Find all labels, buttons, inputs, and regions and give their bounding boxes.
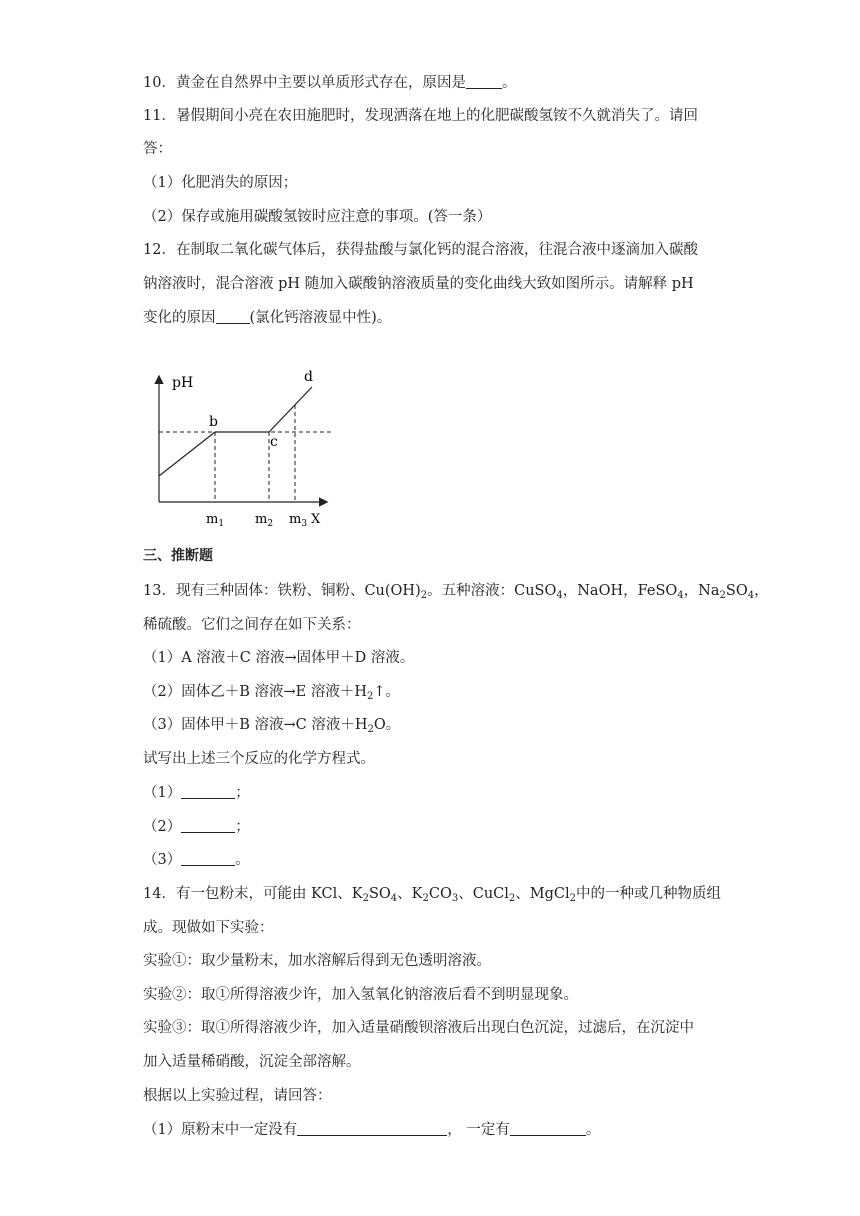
q14-contain-blank[interactable] [510,1121,586,1136]
q13-prompt: 试写出上述三个反应的化学方程式。 [143,751,375,767]
q11-line1: 11．暑假期间小亮在农田施肥时，发现洒落在地上的化肥碳酸氢铵不久就消失了。请回 [143,108,698,124]
q13-a3-num: （3） [143,852,182,868]
x-tick-m2: $m_2$ [255,512,274,529]
q12-line3-end: (氯化钙溶液显中性)。 [249,310,392,326]
y-axis-label: pH [172,375,194,391]
q12-line1: 12．在制取二氧化碳气体后，获得盐酸与氯化钙的混合溶液，往混合液中逐滴加入碳酸 [143,242,698,258]
point-label-c: c [270,434,278,450]
q13-a3-blank[interactable] [181,851,235,866]
section-heading: 三、推断题 [143,548,213,564]
q14-s2: 4 [390,893,398,904]
q13-t3: ，NaOH，FeSO [562,583,678,599]
q10-text: 10．黄金在自然界中主要以单质形式存在，原因是 [143,75,466,91]
q13-s3: 4 [677,590,684,601]
q14-t1: 14．有一包粉末，可能由 KCl、K [143,886,363,902]
q11-sub1: （1）化肥消失的原因； [143,175,298,191]
q13-s2: 4 [556,590,563,601]
q14-t3: 、K [397,886,423,902]
q13-r2-t2: ↑。 [373,684,401,700]
q14-t4: CO [428,886,452,902]
q13-a3 [143,850,250,870]
q12-answer-blank[interactable] [216,309,250,324]
q14-a1-end: 。 [585,1122,601,1138]
q14-e2: 实验②：取①所得溶液少许，加入氢氧化钠溶液后看不到明显现象。 [143,987,578,1003]
q14-line1 [143,884,721,909]
q13-t2: 。五种溶液：CuSO [427,583,557,599]
q14-s4: 3 [451,893,459,904]
q13-a1-end: ； [235,785,250,801]
q13-s1: 2 [420,590,428,601]
q14-s3: 2 [422,893,429,904]
q13-a1-blank[interactable] [181,784,235,799]
q13-a3-end: 。 [235,852,250,868]
q14-t6: 、MgCl [515,886,570,902]
q13-r3-s: 2 [367,724,374,735]
point-label-d: d [304,369,313,385]
q14-s1: 2 [362,893,369,904]
q14-a1 [143,1120,600,1140]
q13-t4: ，Na [683,583,720,599]
q13-t1: 13．现有三种固体：铁粉、铜粉、Cu(OH) [143,583,421,599]
q14-e3-line2: 加入适量稀硝酸，沉淀全部溶解。 [143,1054,361,1070]
q13-t5: SO [725,583,748,599]
q11-line2: 答： [143,141,172,157]
q13-a2-num: （2） [143,819,182,835]
q14-t7: 中的一种或几种物质组 [576,886,722,902]
x-axis-label: X [311,512,321,527]
q14-e1: 实验①：取少量粉末，加水溶解后得到无色透明溶液。 [143,953,491,969]
q12-line3-text: 变化的原因 [143,310,216,326]
q13-line2: 稀硫酸。它们之间存在如下关系： [143,617,361,633]
q14-a1-mid: ， 一定有 [447,1122,510,1138]
q13-s5: 4 [747,590,755,601]
q14-s5: 2 [508,893,516,904]
q12-line3 [143,308,391,328]
q13-r1: （1）A 溶液＋C 溶液→固体甲＋D 溶液。 [143,650,415,666]
q13-r2-t1: （2）固体乙＋B 溶液→E 溶液＋H [143,684,367,700]
q13-r3-t1: （3）固体甲＋B 溶液→C 溶液＋H [143,717,368,733]
point-label-b: b [209,414,218,430]
q14-t2: SO [368,886,391,902]
ph-chart [148,365,348,535]
q13-line1 [143,581,769,606]
x-tick-m3: $m_3$ [289,512,308,529]
q13-a2-end: ； [235,819,250,835]
q13-a1 [143,783,250,803]
q14-e3-line1: 实验③：取①所得溶液少许，加入适量硝酸钡溶液后出现白色沉淀，过滤后，在沉淀中 [143,1020,694,1036]
q11-sub2: （2）保存或施用碳酸氢铵时应注意的事项。(答一条） [143,209,492,225]
q10-answer-blank[interactable] [466,74,502,89]
q13-a2 [143,817,250,837]
q13-r2-s: 2 [366,691,374,702]
q10-end: 。 [501,75,517,91]
q13-r2 [143,682,400,707]
q12-line2: 钠溶液时，混合溶液 pH 随加入碳酸钠溶液质量的变化曲线大致如图所示。请解释 pH [143,276,694,292]
q14-a1-text: （1）原粉末中一定没有 [143,1122,298,1138]
x-tick-m1: $m_1$ [206,512,225,529]
q14-line2: 成。现做如下实验： [143,920,274,936]
q14-s6: 2 [569,893,577,904]
q14-t5: 、CuCl [458,886,509,902]
q13-a2-blank[interactable] [181,818,235,833]
q14-prompt: 根据以上实验过程，请回答： [143,1088,332,1104]
q13-t6: ， [754,583,769,599]
q13-r3-t2: O。 [373,717,401,733]
q10-line [143,73,516,93]
q13-a1-num: （1） [143,785,182,801]
q13-r3 [143,715,400,740]
q14-not-contain-blank[interactable] [297,1121,447,1136]
q13-s4: 2 [719,590,726,601]
